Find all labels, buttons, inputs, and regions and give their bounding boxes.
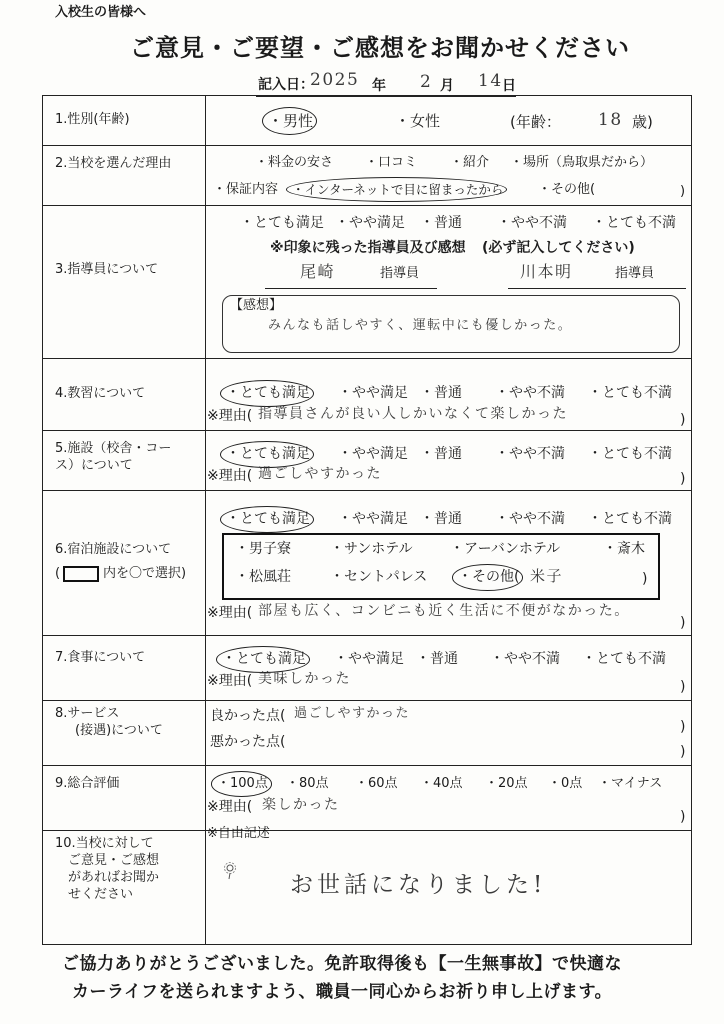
q6-note-open: ( bbox=[55, 566, 61, 581]
flower-doodle-icon bbox=[222, 862, 238, 880]
q7-option-very-satisfied: ・とても満足 bbox=[222, 651, 306, 667]
q2-option-internet: ・インターネットで目に留まったから bbox=[292, 182, 504, 197]
row-divider bbox=[42, 830, 692, 831]
q6-facility-saiki: ・斎木 bbox=[603, 541, 645, 557]
q5-close-paren: ) bbox=[680, 471, 686, 487]
q6-option-satisfied: ・やや満足 bbox=[338, 511, 408, 527]
q5-label-line-1: 5.施設（校舎・コー bbox=[55, 441, 172, 456]
q3-instructor-1-underline bbox=[265, 288, 437, 289]
footer-line-1: ご協力ありがとうございました。免許取得後も【一生無事故】で快適な bbox=[62, 954, 622, 974]
q6-option-very-dissatisfied: ・とても不満 bbox=[588, 511, 672, 527]
q8-bad-close-paren: ) bbox=[680, 744, 686, 760]
q6-option-neutral: ・普通 bbox=[420, 511, 462, 527]
q6-reason-text: 部屋も広く、コンビニも近く生活に不便がなかった。 bbox=[258, 603, 630, 619]
q7-option-satisfied: ・やや満足 bbox=[334, 651, 404, 667]
q1-option-female: ・女性 bbox=[395, 112, 441, 130]
date-month: 2 bbox=[420, 72, 433, 92]
row-divider bbox=[42, 145, 692, 146]
q3-option-very-satisfied: ・とても満足 bbox=[240, 215, 324, 231]
q3-instructor-2-name: 川本明 bbox=[520, 262, 573, 281]
q9-option-minus: ・マイナス bbox=[598, 776, 663, 791]
row-divider bbox=[42, 430, 692, 431]
date-label: 記入日： bbox=[258, 77, 314, 93]
q8-bad-label: 悪かった点( bbox=[210, 734, 286, 750]
q6-facility-dorm: ・男子寮 bbox=[235, 541, 291, 557]
q1-label: 1.性別(年齢) bbox=[55, 112, 130, 127]
q2-option-location: ・場所（鳥取県だから） bbox=[510, 155, 654, 170]
q6-option-dissatisfied: ・やや不満 bbox=[495, 511, 565, 527]
q5-reason-label: ※理由( bbox=[207, 468, 253, 484]
q10-label-line-4: せください bbox=[68, 887, 134, 902]
q3-prompt: ※印象に残った指導員及び感想 bbox=[270, 240, 466, 256]
q5-label-line-2: ス）について bbox=[55, 458, 133, 473]
q3-prompt-note: (必ず記入してください) bbox=[482, 240, 635, 256]
q1-option-male: ・男性 bbox=[268, 112, 314, 130]
q2-option-word-of-mouth: ・口コミ bbox=[365, 155, 418, 170]
q3-instructor-1-suffix: 指導員 bbox=[380, 266, 420, 281]
q4-close-paren: ) bbox=[680, 412, 686, 428]
q4-option-dissatisfied: ・やや不満 bbox=[495, 385, 565, 401]
q8-label-line-2: (接遇)について bbox=[75, 723, 163, 738]
q9-option-100: ・100点 bbox=[217, 776, 268, 791]
row-divider bbox=[42, 490, 692, 491]
footer-line-2: カーライフを送られますよう、職員一同心からお祈り申し上げます。 bbox=[72, 982, 613, 1002]
date-day: 14 bbox=[478, 71, 503, 91]
q3-instructor-2-suffix: 指導員 bbox=[615, 266, 655, 281]
q10-label-line-3: があればお聞か bbox=[68, 870, 160, 885]
q9-option-0: ・0点 bbox=[548, 776, 583, 791]
date-year: 2025 bbox=[310, 70, 360, 90]
date-year-unit: 年 bbox=[372, 78, 386, 94]
q9-label: 9.総合評価 bbox=[55, 776, 120, 791]
form-title: ご意見・ご要望・ご感想をお聞かせください bbox=[130, 34, 630, 62]
q6-close-paren: ) bbox=[680, 615, 686, 631]
q7-option-dissatisfied: ・やや不満 bbox=[490, 651, 560, 667]
row-divider bbox=[42, 358, 692, 359]
q5-option-dissatisfied: ・やや不満 bbox=[495, 446, 565, 462]
q2-option-other: ・その他( bbox=[538, 182, 596, 197]
q3-impression-text: みんなも話しやすく、運転中にも優しかった。 bbox=[268, 318, 573, 333]
date-day-unit: 日 bbox=[502, 78, 516, 94]
q6-note-rest: 内を〇で選択) bbox=[103, 566, 187, 581]
q5-option-neutral: ・普通 bbox=[420, 446, 462, 462]
q4-option-very-dissatisfied: ・とても不満 bbox=[588, 385, 672, 401]
q6-reason-label: ※理由( bbox=[207, 605, 253, 621]
q10-label-line-2: ご意見・ご感想 bbox=[68, 853, 160, 868]
q3-option-dissatisfied: ・やや不満 bbox=[497, 215, 567, 231]
q9-reason-text: 楽しかった bbox=[262, 797, 340, 813]
q8-good-label: 良かった点( bbox=[210, 708, 286, 724]
q5-option-very-satisfied: ・とても満足 bbox=[226, 446, 310, 462]
q5-reason-text: 過ごしやすかった bbox=[258, 466, 382, 482]
q8-good-text: 過ごしやすかった bbox=[294, 706, 411, 721]
q7-close-paren: ) bbox=[680, 679, 686, 695]
q3-option-satisfied: ・やや満足 bbox=[335, 215, 405, 231]
q7-reason-text: 美味しかった bbox=[258, 671, 351, 687]
row-divider bbox=[42, 205, 692, 206]
q7-option-very-dissatisfied: ・とても不満 bbox=[582, 651, 666, 667]
q9-reason-label: ※理由( bbox=[207, 799, 253, 815]
q2-option-referral: ・紹介 bbox=[450, 155, 490, 170]
q3-option-very-dissatisfied: ・とても不満 bbox=[592, 215, 676, 231]
q6-note-box bbox=[63, 566, 99, 582]
q10-label-line-1: 10.当校に対して bbox=[55, 836, 154, 851]
q7-reason-label: ※理由( bbox=[207, 673, 253, 689]
q2-option-price: ・料金の安さ bbox=[255, 155, 334, 170]
q10-free-text: お世話になりました! bbox=[290, 872, 547, 898]
q1-age-open: (年齢： bbox=[510, 113, 561, 131]
q4-option-neutral: ・普通 bbox=[420, 385, 462, 401]
row-divider bbox=[42, 765, 692, 766]
q6-label: 6.宿泊施設について bbox=[55, 542, 172, 557]
row-divider bbox=[42, 700, 692, 701]
q2-option-guarantee: ・保証内容 bbox=[213, 182, 279, 197]
q9-close-paren: ) bbox=[680, 809, 686, 825]
q3-impression-label: 【感想】 bbox=[230, 298, 283, 313]
q1-age-close: 歳) bbox=[632, 113, 653, 131]
q7-label: 7.食事について bbox=[55, 650, 146, 665]
q2-close-paren: ) bbox=[680, 184, 686, 199]
q6-facility-shofuso: ・松風荘 bbox=[235, 569, 291, 585]
q3-instructor-1-name: 尾崎 bbox=[300, 262, 336, 281]
date-month-unit: 月 bbox=[440, 78, 454, 94]
q6-facility-urban-hotel: ・アーバンホテル bbox=[450, 541, 561, 557]
q4-label: 4.教習について bbox=[55, 386, 146, 401]
row-divider bbox=[42, 635, 692, 636]
q9-option-60: ・60点 bbox=[355, 776, 398, 791]
q6-facility-sun-hotel: ・サンホテル bbox=[330, 541, 413, 557]
label-column-divider bbox=[205, 95, 206, 945]
q6-facility-other: ・その他( bbox=[458, 569, 520, 585]
q9-option-20: ・20点 bbox=[485, 776, 528, 791]
q10-free-label: ※自由記述 bbox=[207, 826, 270, 841]
q6-option-very-satisfied: ・とても満足 bbox=[226, 511, 310, 527]
q6-facility-saint-palace: ・セントパレス bbox=[330, 569, 428, 585]
q4-option-very-satisfied: ・とても満足 bbox=[226, 385, 310, 401]
q3-label: 3.指導員について bbox=[55, 262, 159, 277]
q3-instructor-2-underline bbox=[508, 288, 686, 289]
q3-option-neutral: ・普通 bbox=[420, 215, 462, 231]
q8-label-line-1: 8.サービス bbox=[55, 706, 120, 721]
q6-facility-other-text: 米子 bbox=[530, 567, 564, 585]
q5-option-very-dissatisfied: ・とても不満 bbox=[588, 446, 672, 462]
q9-option-80: ・80点 bbox=[286, 776, 329, 791]
q5-option-satisfied: ・やや満足 bbox=[338, 446, 408, 462]
q4-reason-label: ※理由( bbox=[207, 408, 253, 424]
q1-age-value: 18 bbox=[598, 110, 623, 130]
q2-label: 2.当校を選んだ理由 bbox=[55, 156, 172, 171]
q4-option-satisfied: ・やや満足 bbox=[338, 385, 408, 401]
q8-good-close-paren: ) bbox=[680, 719, 686, 735]
q9-option-40: ・40点 bbox=[420, 776, 463, 791]
q6-facility-close-paren: ) bbox=[642, 571, 648, 587]
greeting: 入校生の皆様へ bbox=[55, 5, 147, 20]
q4-reason-text: 指導員さんが良い人しかいなくて楽しかった bbox=[258, 406, 568, 422]
q7-option-neutral: ・普通 bbox=[416, 651, 458, 667]
